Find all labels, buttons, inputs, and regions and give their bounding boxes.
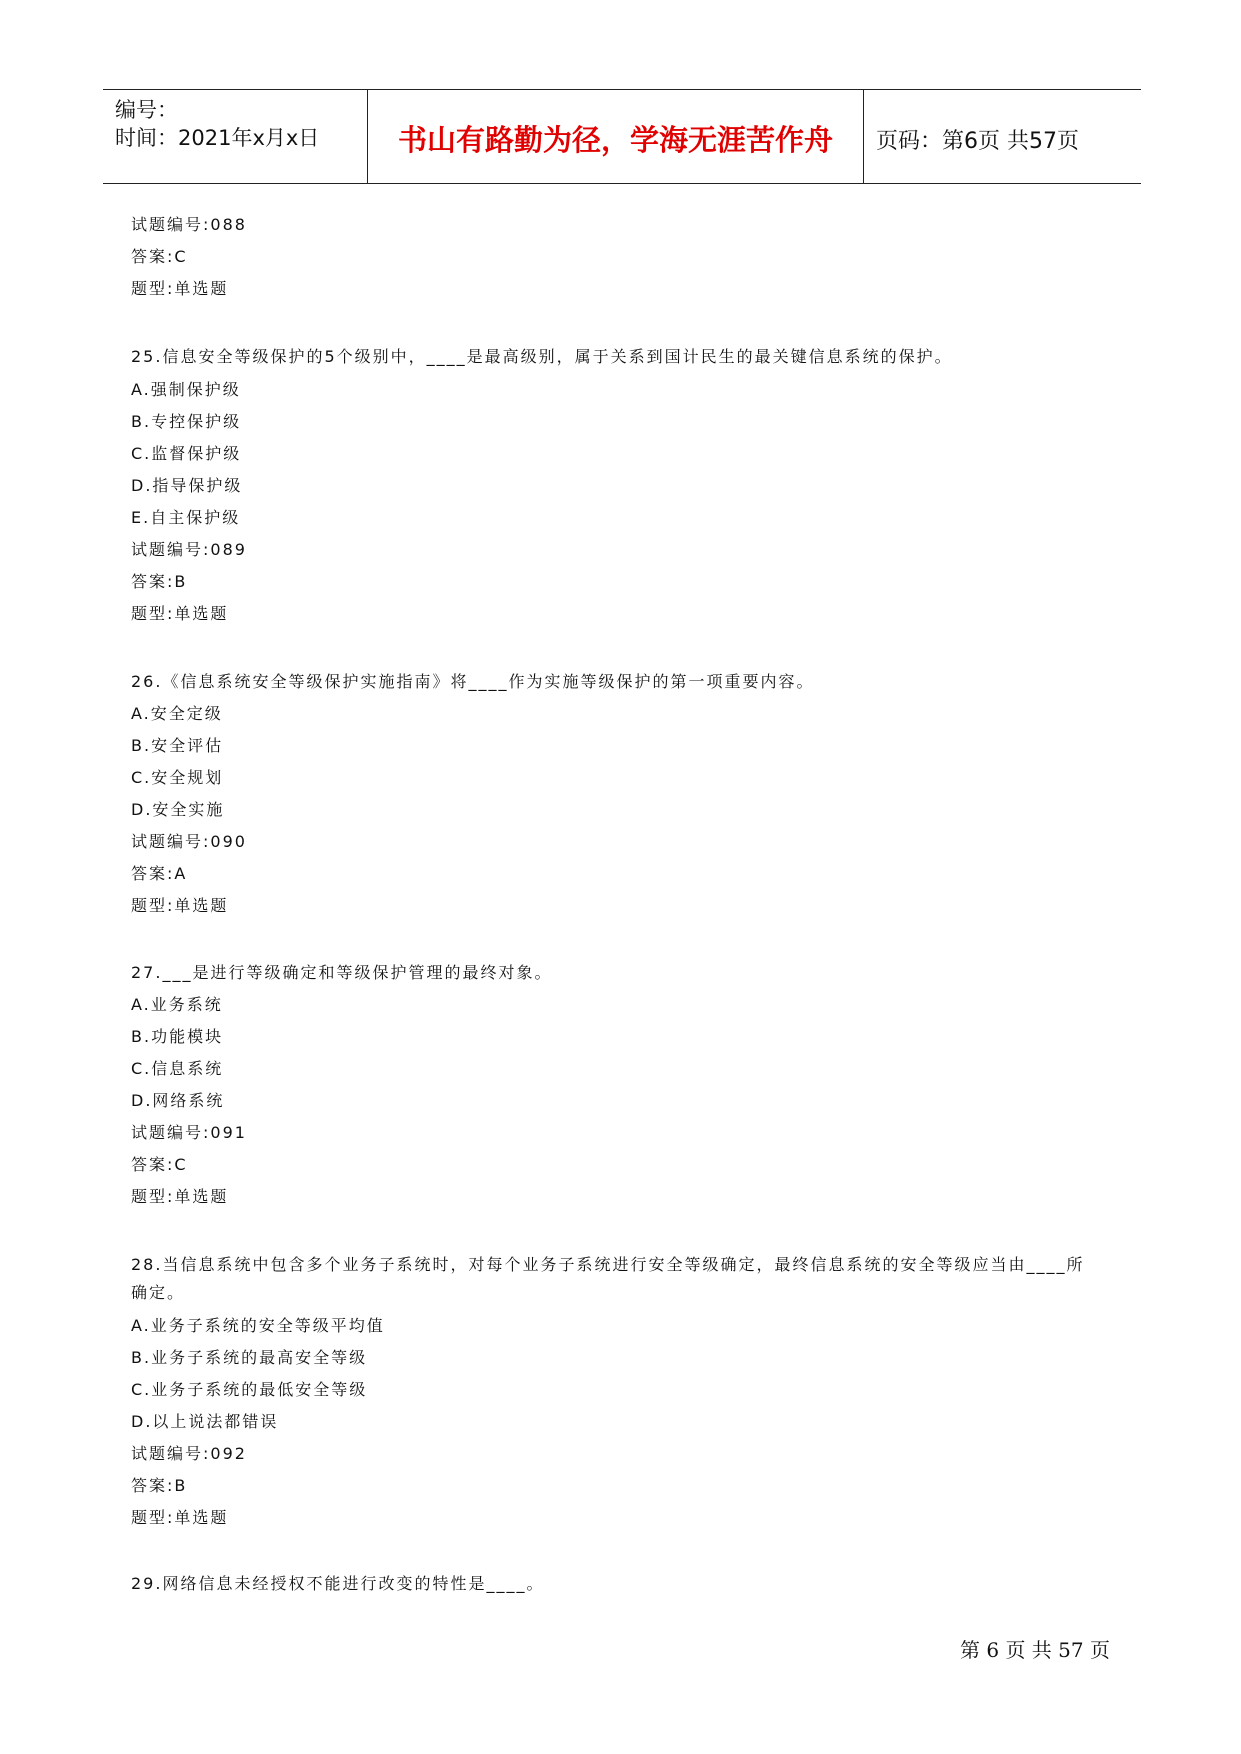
text-line: C.安全规划: [131, 768, 224, 787]
page-footer: 第 6 页 共 57 页: [960, 1638, 1110, 1662]
text-line: A.业务子系统的安全等级平均值: [131, 1316, 385, 1335]
text-line: 试题编号:090: [131, 832, 247, 851]
text-line: D.以上说法都错误: [131, 1412, 279, 1431]
text-line: 试题编号:088: [131, 215, 247, 234]
header-info-cell: [103, 90, 368, 183]
text-line: B.功能模块: [131, 1027, 224, 1046]
text-line: 题型:单选题: [131, 1508, 229, 1527]
text-line: 答案:B: [131, 572, 188, 591]
text-line: 题型:单选题: [131, 604, 229, 623]
text-line: E.自主保护级: [131, 508, 241, 527]
text-line: B.安全评估: [131, 736, 224, 755]
text-line: 答案:C: [131, 1155, 188, 1174]
header-page-cell: [864, 90, 1141, 183]
text-line: 题型:单选题: [131, 279, 229, 298]
text-line: B.专控保护级: [131, 412, 242, 431]
text-line: D.网络系统: [131, 1091, 225, 1110]
page-header: [103, 89, 1141, 184]
text-line: 25.信息安全等级保护的5个级别中，____是最高级别，属于关系到国计民生的最关键信息系统的保护。: [131, 347, 953, 366]
text-line: A.强制保护级: [131, 380, 241, 399]
text-line: 试题编号:089: [131, 540, 247, 559]
text-line: 题型:单选题: [131, 896, 229, 915]
motto-text: 书山有路勤为径，学海无涯苦作舟: [397, 123, 833, 157]
text-line: 答案:C: [131, 247, 188, 266]
header-motto-cell: [368, 90, 864, 183]
text-line: 27.___是进行等级确定和等级保护管理的最终对象。: [131, 963, 553, 982]
text-line: C.监督保护级: [131, 444, 242, 463]
text-line: 题型:单选题: [131, 1187, 229, 1206]
text-line: 试题编号:092: [131, 1444, 247, 1463]
text-line: D.指导保护级: [131, 476, 243, 495]
text-line: A.业务系统: [131, 995, 223, 1014]
page-code-label: 页码：第6页 共57页: [876, 129, 1079, 154]
text-line: D.安全实施: [131, 800, 225, 819]
text-line: 试题编号:091: [131, 1123, 247, 1142]
document-time-label: 时间：2021年x月x日: [115, 126, 320, 150]
text-line: 确定。: [131, 1283, 186, 1302]
text-line: 26.《信息系统安全等级保护实施指南》将____作为实施等级保护的第一项重要内容。: [131, 672, 815, 691]
text-line: C.业务子系统的最低安全等级: [131, 1380, 368, 1399]
text-line: 答案:A: [131, 864, 188, 883]
text-line: A.安全定级: [131, 704, 223, 723]
document-number-label: 编号：: [115, 98, 178, 122]
text-line: 29.网络信息未经授权不能进行改变的特性是____。: [131, 1574, 545, 1593]
text-line: C.信息系统: [131, 1059, 224, 1078]
text-line: 28.当信息系统中包含多个业务子系统时，对每个业务子系统进行安全等级确定，最终信息系统的安全等级应当由____所: [131, 1255, 1085, 1274]
text-line: B.业务子系统的最高安全等级: [131, 1348, 368, 1367]
text-line: 答案:B: [131, 1476, 188, 1495]
